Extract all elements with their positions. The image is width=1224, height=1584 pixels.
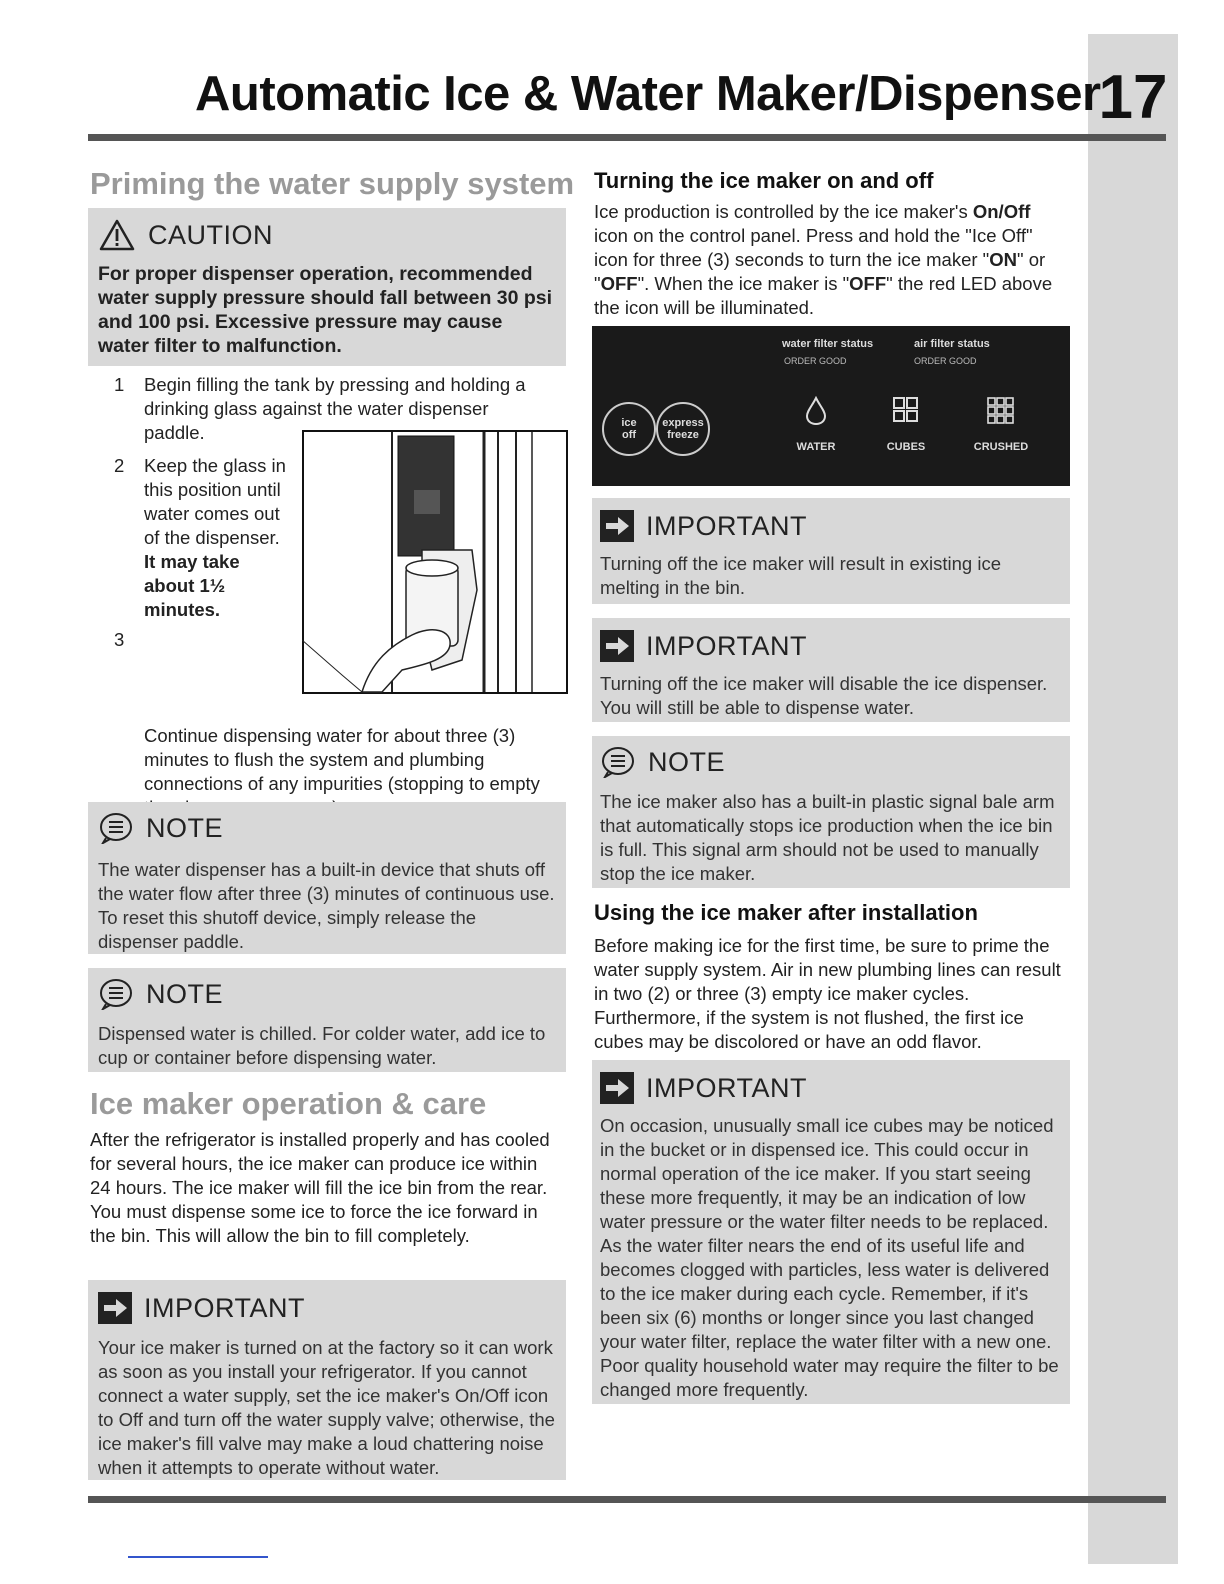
note-text: The water dispenser has a built-in device that shuts off the water flow after three (3) minutes of continuous use. To reset this shutoff device, simply release the dispenser paddle. (98, 859, 555, 952)
priming-heading: Priming the water supply system (90, 166, 575, 201)
arrow-right-icon (98, 1292, 132, 1324)
page-side-tab (1088, 34, 1178, 1564)
turning-heading: Turning the ice maker on and off (594, 168, 934, 193)
important-header (600, 1072, 1062, 1104)
note-text: Dispensed water is chilled. For colder water, add ice to cup or container before dispensing water. (98, 1023, 546, 1068)
text-run: " the red LED above the icon will be illuminated. (594, 273, 1053, 318)
important-label: IMPORTANT (646, 1072, 808, 1103)
arrow-right-icon (600, 630, 634, 662)
icemaker-heading: Ice maker operation & care (90, 1086, 487, 1121)
important-label: IMPORTANT (646, 630, 808, 661)
water-filter-status-label: water filter status (782, 338, 874, 350)
step-text: Keep the glass in this position until water comes out of the dispenser. (144, 455, 286, 548)
crushed-label: CRUSHED (973, 441, 1029, 453)
text-run-bold: OFF (849, 273, 887, 294)
important-header (600, 510, 1062, 542)
step-text: Begin filling the tank by pressing and holding a drinking glass against the water dispenser paddle. (144, 374, 526, 443)
important-text: Turning off the ice maker will result in existing ice melting in the bin. (600, 553, 1002, 598)
ice-cubes-icon (892, 396, 920, 424)
air-filter-order-good: ORDER GOOD (914, 356, 977, 366)
step-number: 2 (114, 455, 125, 476)
caution-label: CAUTION (148, 219, 273, 250)
note-header (98, 978, 558, 1010)
important-box-4 (592, 1060, 1070, 1404)
note-header (98, 812, 558, 844)
control-panel-image (592, 326, 1070, 486)
note-label: NOTE (146, 812, 224, 843)
bottom-rule (88, 1496, 1166, 1503)
important-label: IMPORTANT (646, 510, 808, 541)
express-freeze-label: express freeze (662, 417, 704, 441)
important-label: IMPORTANT (144, 1292, 306, 1323)
icemaker-text: After the refrigerator is installed properly and has cooled for several hours, the ice maker can produce ice within 24 hours. The ice maker will fill the ice bin from the rear. You must dispense some ice to force the ice forward in the bin. This will allow the bin to fill completely. (90, 1129, 550, 1246)
important-text: On occasion, unusually small ice cubes may be noticed in the bucket or in dispensed ice. This could occur in normal operation of the ice maker. If you start seeing these more frequently, it may be an indication of low water pressure or the water filter needs to be replaced. As the water filter nears the end of its useful life and becomes clogged with particles, less water is delivered to the ice maker during each cycle. Remember, if it's been six (6) months or longer since you last changed your water filter, replace the water filter with a new one. Poor quality household water may require the filter to be changed more frequently. (600, 1115, 1059, 1400)
text-run-bold: ON (989, 249, 1017, 270)
important-box-3 (592, 618, 1070, 722)
note-text: The ice maker also has a built-in plastic signal bale arm that automatically stops ice production when the ice bin is full. This signal arm should not be used to manually stop the ice maker. (600, 791, 1055, 884)
important-text: Turning off the ice maker will disable the ice dispenser. You will still be able to dispense water. (600, 673, 1048, 718)
arrow-right-icon (600, 1072, 634, 1104)
using-heading: Using the ice maker after installation (594, 900, 978, 925)
crushed-button[interactable] (966, 396, 1036, 453)
note-label: NOTE (648, 746, 726, 777)
water-button[interactable] (788, 396, 844, 453)
text-run: Ice production is controlled by the ice maker's (594, 201, 973, 222)
warning-triangle-icon (98, 218, 136, 252)
note-icon (600, 746, 636, 778)
cubes-button[interactable] (878, 396, 934, 453)
air-filter-status-label: air filter status (914, 338, 990, 350)
step-2 (114, 454, 294, 622)
water-drop-icon (805, 396, 827, 426)
arrow-right-icon (600, 510, 634, 542)
ice-off-label: ice off (621, 417, 637, 441)
water-filter-order-good: ORDER GOOD (784, 356, 847, 366)
note-box-2 (88, 968, 566, 1072)
caution-header (98, 218, 558, 252)
important-header (600, 630, 1062, 662)
note-box-1 (88, 802, 566, 954)
important-box-1 (88, 1280, 566, 1480)
important-box-2 (592, 498, 1070, 604)
text-run-bold: On/Off (972, 201, 1031, 222)
text-run: " or " (594, 249, 1046, 294)
note-icon (98, 812, 134, 844)
note-icon (98, 978, 134, 1010)
step-text-bold: It may take about 1½ minutes. (144, 551, 240, 620)
dispenser-illustration (302, 430, 568, 694)
caution-box (88, 208, 566, 366)
step-number: 3 (114, 629, 125, 650)
note-label: NOTE (146, 978, 224, 1009)
water-label: WATER (796, 441, 836, 453)
important-text: Your ice maker is turned on at the factory so it can work as soon as you install your refrigerator. If you cannot connect a water supply, set the ice maker's On/Off icon to Off and turn off the water supply valve; otherwise, the ice maker's fill valve may make a loud chattering noise when it attempts to operate without water. (98, 1337, 555, 1478)
turning-text (594, 200, 1064, 320)
caution-text: For proper dispenser operation, recommended water supply pressure should fall between 30 psi and 100 psi. Excessive pressure may cause water filter to malfunction. (98, 263, 553, 357)
text-run: ". When the ice maker is " (637, 273, 850, 294)
express-freeze-button[interactable] (656, 402, 710, 456)
cubes-label: CUBES (886, 441, 926, 453)
using-text: Before making ice for the first time, be sure to prime the water supply system. Air in new plumbing lines can result in two (2) or three (3) empty ice maker cycles. Furthermore, if the system is not flushed, the first ice cubes may be discolored or have an odd flavor. (594, 935, 1061, 1052)
note-header (600, 746, 1062, 778)
ice-off-button[interactable] (602, 402, 656, 456)
text-run: icon on the control panel. Press and hold the "Ice Off" icon for three (3) seconds to turn the ice maker " (594, 225, 1033, 270)
text-run-bold: OFF (600, 273, 638, 294)
important-header (98, 1292, 558, 1324)
step-text: Continue dispensing water for about three (3) minutes to flush the system and plumbing connections of any impurities (stopping to empty (144, 725, 540, 794)
note-box-3 (592, 736, 1070, 888)
top-rule (88, 134, 1166, 141)
page-title: Automatic Ice & Water Maker/Dispenser (195, 67, 1101, 121)
crushed-ice-icon (986, 396, 1016, 424)
footer-line (128, 1556, 268, 1558)
step-number: 1 (114, 374, 125, 395)
page-number: 17 (1098, 63, 1168, 132)
